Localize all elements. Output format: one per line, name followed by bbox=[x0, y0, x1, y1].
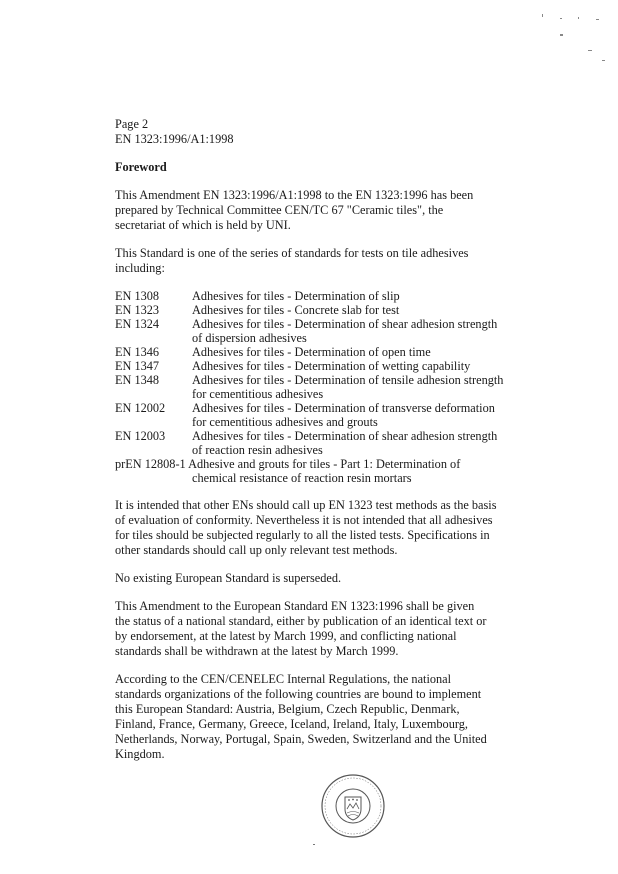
text-line: for cementitious adhesives bbox=[192, 387, 324, 401]
text-line: Adhesives for tiles - Determination of tensile adhesion strength bbox=[192, 373, 504, 387]
standard-title bbox=[192, 359, 503, 373]
text-line: Adhesives for tiles - Determination of open time bbox=[192, 345, 431, 359]
standard-row bbox=[115, 345, 503, 359]
text-line: Adhesive and grouts for tiles - Part 1: Determination of bbox=[188, 457, 461, 471]
standard-title bbox=[192, 289, 503, 303]
standard-row bbox=[115, 317, 503, 345]
text-line: Netherlands, Norway, Portugal, Spain, Sweden, Switzerland and the United bbox=[115, 732, 487, 746]
standard-row bbox=[115, 457, 503, 485]
standard-title bbox=[115, 457, 503, 485]
series-paragraph bbox=[115, 246, 515, 276]
text-line: of dispersion adhesives bbox=[192, 331, 307, 345]
regulations-paragraph bbox=[115, 672, 515, 762]
standard-row bbox=[115, 303, 503, 317]
text-line: Adhesives for tiles - Concrete slab for test bbox=[192, 303, 400, 317]
text-line: including: bbox=[115, 261, 165, 275]
intro-paragraph bbox=[115, 188, 515, 233]
text-line: This Standard is one of the series of standards for tests on tile adhesives bbox=[115, 246, 469, 260]
standard-code: EN 1346 bbox=[115, 345, 160, 359]
text-line: this European Standard: Austria, Belgium, Czech Republic, Denmark, bbox=[115, 702, 460, 716]
standards-list bbox=[115, 289, 503, 485]
scan-speck bbox=[313, 844, 315, 845]
status-paragraph bbox=[115, 599, 515, 659]
text-line: chemical resistance of reaction resin mortars bbox=[192, 471, 412, 485]
standard-title bbox=[192, 317, 503, 345]
text-line: for tiles should be subjected regularly to all the listed tests. Specifications in bbox=[115, 528, 490, 542]
text-line: other standards should call up only relevant test methods. bbox=[115, 543, 398, 557]
text-line: This Amendment EN 1323:1996/A1:1998 to the EN 1323:1996 has been bbox=[115, 188, 474, 202]
text-line: prepared by Technical Committee CEN/TC 67 "Ceramic tiles", the bbox=[115, 203, 444, 217]
standard-code: prEN 12808-1 bbox=[115, 457, 186, 471]
text-line: Kingdom. bbox=[115, 747, 165, 761]
text-line: It is intended that other ENs should call up EN 1323 test methods as the basis bbox=[115, 498, 497, 512]
text-line: Adhesives for tiles - Determination of shear adhesion strength bbox=[192, 429, 498, 443]
page-number: Page 2 bbox=[115, 117, 149, 131]
standard-title bbox=[192, 373, 503, 401]
standard-title bbox=[192, 429, 503, 457]
foreword-heading: Foreword bbox=[115, 160, 167, 174]
standard-title bbox=[192, 303, 503, 317]
text-line: Adhesives for tiles - Determination of wetting capability bbox=[192, 359, 471, 373]
text-line: for cementitious adhesives and grouts bbox=[192, 415, 378, 429]
text-line: According to the CEN/CENELEC Internal Regulations, the national bbox=[115, 672, 452, 686]
text-line bbox=[115, 457, 503, 471]
text-line: standards organizations of the following countries are bound to implement bbox=[115, 687, 482, 701]
scan-specks bbox=[530, 8, 610, 68]
standard-code: EN 1347 bbox=[115, 359, 160, 373]
standard-code: EN 1323 bbox=[115, 303, 160, 317]
text-line: the status of a national standard, either by publication of an identical text or bbox=[115, 614, 487, 628]
text-line: Adhesives for tiles - Determination of transverse deformation bbox=[192, 401, 495, 415]
text-line: secretariat of which is held by UNI. bbox=[115, 218, 291, 232]
conformity-paragraph bbox=[115, 498, 515, 558]
standard-code: EN 12002 bbox=[115, 401, 166, 415]
standard-code: EN 12003 bbox=[115, 429, 166, 443]
standard-code: EN 1348 bbox=[115, 373, 160, 387]
page-header bbox=[115, 117, 515, 147]
superseded-paragraph: No existing European Standard is superseded. bbox=[115, 571, 342, 585]
standard-row bbox=[115, 373, 503, 401]
document-id: EN 1323:1996/A1:1998 bbox=[115, 132, 234, 146]
text-line: Adhesives for tiles - Determination of slip bbox=[192, 289, 400, 303]
document-body bbox=[115, 117, 515, 762]
official-seal-icon bbox=[319, 773, 387, 839]
text-line: of evaluation of conformity. Nevertheless it is not intended that all adhesives bbox=[115, 513, 493, 527]
text-line: standards shall be withdrawn at the latest by March 1999. bbox=[115, 644, 399, 658]
standard-title bbox=[192, 345, 503, 359]
text-line: of reaction resin adhesives bbox=[192, 443, 323, 457]
standard-code: EN 1308 bbox=[115, 289, 160, 303]
standard-row bbox=[115, 429, 503, 457]
text-line: by endorsement, at the latest by March 1999, and conflicting national bbox=[115, 629, 457, 643]
standard-row bbox=[115, 289, 503, 303]
standard-row bbox=[115, 359, 503, 373]
text-line: Finland, France, Germany, Greece, Iceland, Ireland, Italy, Luxembourg, bbox=[115, 717, 468, 731]
standard-code: EN 1324 bbox=[115, 317, 160, 331]
standard-row bbox=[115, 401, 503, 429]
standard-title bbox=[192, 401, 503, 429]
text-line: This Amendment to the European Standard EN 1323:1996 shall be given bbox=[115, 599, 475, 613]
text-line: Adhesives for tiles - Determination of shear adhesion strength bbox=[192, 317, 498, 331]
